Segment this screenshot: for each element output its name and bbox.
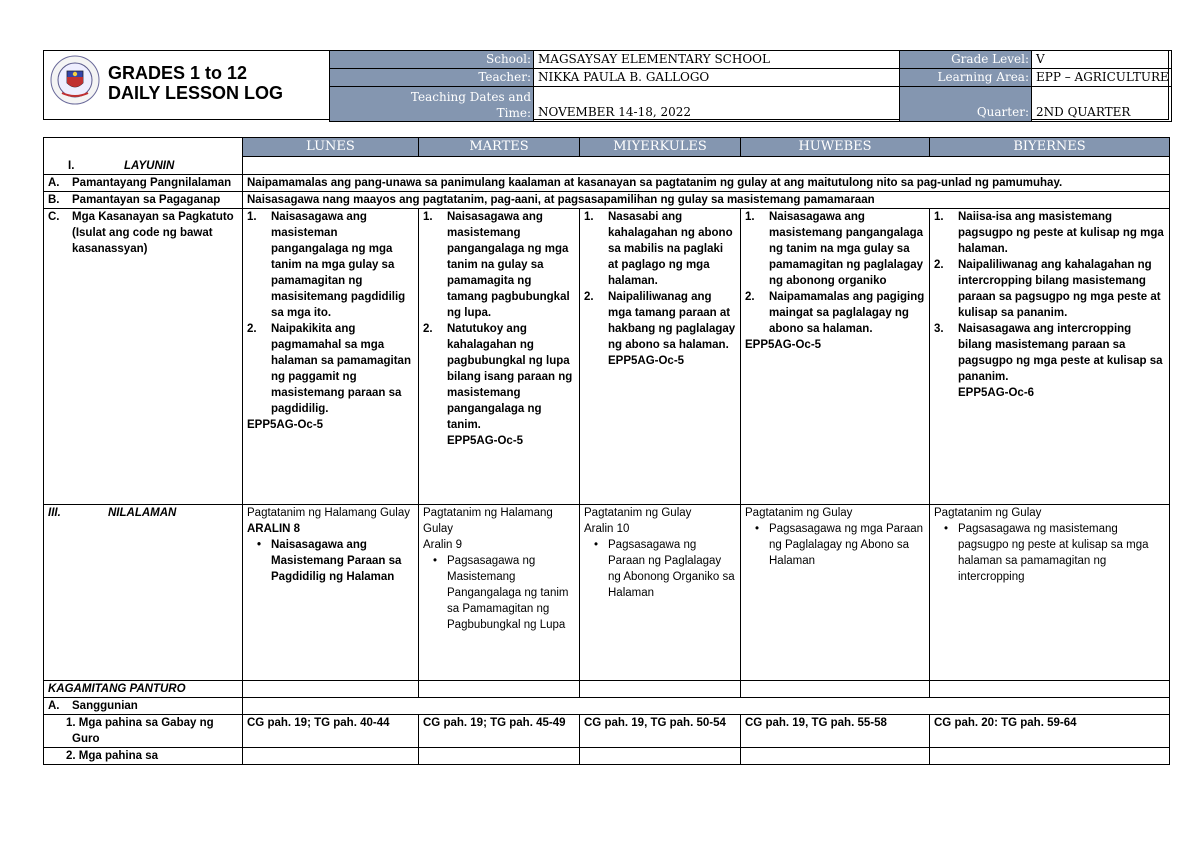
row-b-text: Naisasagawa nang maayos ang pagtatanim, pag-aani, at pagsasapamilihan ng gulay sa masistemang pamamaraan — [243, 192, 1170, 209]
header-title-line2: DAILY LESSON LOG — [108, 83, 284, 103]
objective-item: 1. Naisasagawa ang masistemang pangangalaga ng tanim na mga gulay sa pamamagitan ng paglalagay ng abonong organiko — [745, 211, 924, 287]
objective-item: 3. Naisasagawa ang intercropping bilang masistemang paraan sa pagsugpo ng mga peste at kulisap sa pananim. — [934, 323, 1163, 383]
content-title: Pagtatanim ng Halamang Gulay — [247, 507, 411, 519]
day-header-martes: MARTES — [419, 138, 580, 157]
header — [43, 50, 1169, 120]
day-header-biyernes: BIYERNES — [930, 138, 1170, 157]
content-huwebes — [741, 505, 930, 681]
objective-item: 2. Naipakikita ang pagmamahal sa mga halaman sa pamamagitan ng paggamit ng masistemang paraan sa pagdidilig. — [247, 323, 411, 415]
header-title-line1: GRADES 1 to 12 — [108, 63, 248, 83]
objectives-biyernes — [930, 209, 1170, 505]
objective-item: 1. Nasasabi ang kahalagahan ng abono sa mabilis na paglaki at paglago ng mga halaman. — [584, 211, 733, 287]
layunin-num: I. — [68, 160, 75, 172]
objective-item: 1. Naisasagawa ang masistemang pangangalaga ng mga tanim na gulay sa pamamagita ng tamang pagbubungkal ng lupa. — [423, 211, 570, 319]
row-a-label: Pamantayang Pangnilalaman — [72, 177, 232, 189]
layunin-blank-cell — [243, 157, 1170, 175]
gabay-huwebes: CG pah. 19, TG pah. 55-58 — [741, 715, 930, 748]
teaching-dates-label-line2: Time: — [496, 106, 531, 120]
kagamitang-mag-aaral-row — [44, 748, 1170, 765]
objective-item: 2. Naipamamalas ang pagiging maingat sa paglalagay ng abono sa halaman. — [745, 291, 925, 335]
gabay-lunes: CG pah. 19; TG pah. 40-44 — [243, 715, 419, 748]
objective-item: 2. Natutukoy ang kahalagahan ng pagbubungkal ng lupa bilang isang paraan ng masistemang pangangalaga ng tanim. — [423, 323, 573, 431]
header-info-table — [329, 50, 1172, 122]
content-bullet: • Pagsasagawa ng mga Paraan ng Paglalagay ng Abono sa Halaman — [754, 523, 924, 567]
row-b-label-cell — [44, 192, 243, 209]
kagamitan-label: KAGAMITANG PANTURO — [44, 681, 243, 698]
layunin-label: LAYUNIN — [124, 160, 175, 172]
teaching-dates-label-line1: Teaching Dates and — [410, 90, 531, 104]
kagamitang-mag-aaral-label: 2. Mga pahina sa — [44, 748, 243, 765]
objective-code: EPP5AG-Oc-5 — [247, 419, 324, 431]
teacher-label: Teacher: — [330, 69, 534, 87]
content-title: Pagtatanim ng Gulay — [584, 507, 692, 519]
objective-code: EPP5AG-Oc-5 — [608, 355, 685, 367]
teacher-value: NIKKA PAULA B. GALLOGO — [534, 69, 900, 87]
school-value: MAGSAYSAY ELEMENTARY SCHOOL — [534, 51, 900, 69]
gabay-label: 1. Mga pahina sa Gabay ng Guro — [44, 715, 243, 748]
quarter-label: Quarter: — [900, 87, 1032, 122]
school-label: School: — [330, 51, 534, 69]
content-bullet: • Pagsasagawa ng Paraan ng Paglalagay ng Abonong Organiko sa Halaman — [593, 539, 735, 599]
row-b-letter: B. — [48, 194, 60, 206]
content-biyernes — [930, 505, 1170, 681]
layunin-label-cell — [44, 138, 243, 175]
objectives-miyerkules — [580, 209, 741, 505]
objectives-huwebes — [741, 209, 930, 505]
gabay-miyerkules: CG pah. 19, TG pah. 50-54 — [580, 715, 741, 748]
grade-level-value: V — [1032, 51, 1172, 69]
content-lunes — [243, 505, 419, 681]
sanggunian-label-cell — [44, 698, 243, 715]
nilalaman-label-cell — [44, 505, 243, 681]
nilalaman-row — [44, 505, 1170, 681]
content-bullet: • Pagsasagawa ng Masistemang Pangangalaga ng tanim sa Pamamagitan ng Pagbubungkal ng Lupa — [432, 555, 569, 631]
content-martes — [419, 505, 580, 681]
objective-code: EPP5AG-Oc-6 — [958, 387, 1035, 399]
content-bullet: • Pagsasagawa ng masistemang pagsugpo ng peste at kulisap sa mga halaman sa pamamagitan ng intercropping — [943, 523, 1149, 583]
content-title: Pagtatanim ng Halamang Gulay — [423, 507, 553, 535]
gabay-biyernes: CG pah. 20: TG pah. 59-64 — [930, 715, 1170, 748]
row-a — [44, 175, 1170, 192]
sanggunian-letter: A. — [48, 700, 60, 712]
objective-code: EPP5AG-Oc-5 — [447, 435, 524, 447]
lesson-table — [43, 137, 1170, 765]
row-a-letter: A. — [48, 177, 60, 189]
sanggunian-label: Sanggunian — [72, 700, 138, 712]
row-c-label: Mga Kasanayan sa Pagkatuto (Isulat ang code ng bawat kasanassyan) — [72, 211, 234, 255]
deped-seal-icon — [50, 55, 100, 105]
content-title: Pagtatanim ng Gulay — [934, 507, 1042, 519]
day-header-lunes: LUNES — [243, 138, 419, 157]
objective-item: 1. Naisasagawa ang masisteman pangangalaga ng mga tanim na mga gulay sa pamamagitan ng masisitemang pagdidilig sa mga ito. — [247, 211, 406, 319]
objectives-martes — [419, 209, 580, 505]
objective-code: EPP5AG-Oc-5 — [745, 339, 822, 351]
content-bullet: • Naisasagawa ang Masistemang Paraan sa Pagdidilig ng Halaman — [256, 539, 402, 583]
gabay-row — [44, 715, 1170, 748]
content-miyerkules — [580, 505, 741, 681]
content-title: Pagtatanim ng Gulay — [745, 507, 853, 519]
objective-item: 2. Naipaliliwanag ang kahalagahan ng intercropping bilang masistemang paraan sa pagsugpo ng mga peste at kulisap sa pananim. — [934, 259, 1161, 319]
row-c — [44, 209, 1170, 505]
row-b-label: Pamantayan sa Pagaganap — [72, 194, 221, 206]
teaching-dates-label — [330, 87, 534, 122]
gabay-martes: CG pah. 19; TG pah. 45-49 — [419, 715, 580, 748]
row-a-text: Naipamamalas ang pang-unawa sa panimulang kaalaman at kasanayan sa pagtatanim ng gulay at ang maitutulong nito sa pag-unlad ng pamumuhay. — [243, 175, 1170, 192]
objectives-lunes — [243, 209, 419, 505]
teaching-dates-value: NOVEMBER 14-18, 2022 — [534, 87, 900, 122]
kagamitan-row — [44, 681, 1170, 698]
row-a-label-cell — [44, 175, 243, 192]
grade-level-label: Grade Level: — [900, 51, 1032, 69]
quarter-value: 2ND QUARTER — [1032, 87, 1172, 122]
objective-item: 2. Naipaliliwanag ang mga tamang paraan at hakbang ng paglalagay ng abono sa halaman. — [584, 291, 736, 351]
learning-area-label: Learning Area: — [900, 69, 1032, 87]
nilalaman-label: NILALAMAN — [108, 507, 177, 519]
content-aralin: Aralin 9 — [423, 539, 462, 551]
objective-item: 1. Naiisa-isa ang masistemang pagsugpo ng peste at kulisap ng mga halaman. — [934, 211, 1164, 255]
content-aralin: ARALIN 8 — [247, 523, 301, 535]
day-header-huwebes: HUWEBES — [741, 138, 930, 157]
row-c-label-cell — [44, 209, 243, 505]
row-c-letter: C. — [48, 211, 60, 223]
row-b — [44, 192, 1170, 209]
nilalaman-num: III. — [48, 507, 61, 519]
sanggunian-row — [44, 698, 1170, 715]
day-header-miyerkules: MIYERKULES — [580, 138, 741, 157]
layunin-row — [44, 138, 1170, 157]
learning-area-value: EPP – AGRICULTURE — [1032, 69, 1172, 87]
content-aralin: Aralin 10 — [584, 523, 630, 535]
